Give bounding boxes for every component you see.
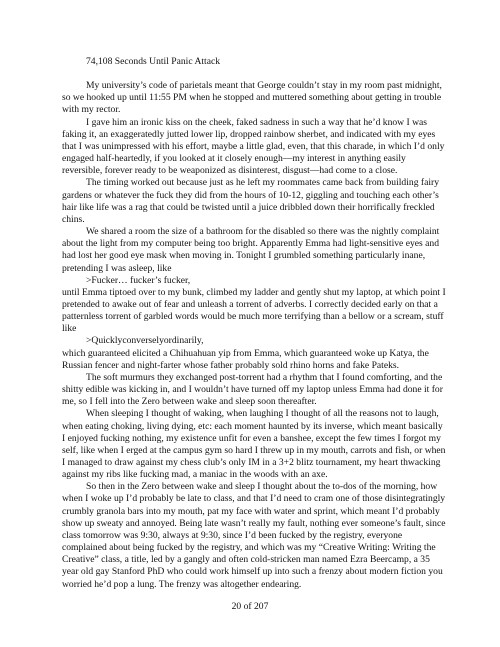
paragraph: until Emma tiptoed over to my bunk, climbed my ladder and gently shut my laptop, at which point I pretended to awake out of fear and unleash a torrent of adverbs. I correctly decided early on that a patternless torrent of garbled words would be much more terrifying than a bellow or a scream, stuff like: [62, 286, 446, 335]
document-body: [62, 56, 446, 591]
paragraph: The timing worked out because just as he left my roommates came back from building fairy gardens or whatever the fuck they did from the hours of 10-12, giggling and touching each other’s hair like life was a rag that could be twisted until a juice dribbled down their horrifically freckled chins.: [62, 177, 440, 225]
paragraph: We shared a room the size of a bathroom for the disabled so there was the nightly complaint about the light from my computer being too bright. Apparently Emma had light-sensitive eyes and had lost her good eye mask when moving in. Tonight I grumbled something particularly inane, pretending I was asleep, like: [62, 226, 440, 274]
page-number: 20 of 207: [231, 601, 269, 612]
paragraph: >Quicklyconverselyordinarily,: [86, 335, 204, 347]
chapter-title: 74,108 Seconds Until Panic Attack: [86, 56, 221, 67]
paragraph: So then in the Zero between wake and sleep I thought about the to-dos of the morning, how when I woke up I’d probably be late to class, and that I’d need to cram one of those disintegratingly crumbly granola bars into my mouth, pat my face with water and sprint, which meant I’d probably show up sweaty and annoyed. Being late wasn’t really my fault, nothing ever someone’s fault, since class tomorrow was 9:30, always at 9:30, since I’d been fucked by the registry, everyone complained about being fucked by the registry, and which was my “Creative Writing: Writing the Creative” class, a title, led by a gangly and often cold-stricken man named Ezra Beercamp, a 35 year old gay Stanford PhD who could work himself up into such a frenzy about modern fiction you worried he’d pop a lung. The frenzy was altogether endearing.: [62, 481, 446, 590]
paragraph: >Fucker… fucker’s fucker,: [86, 274, 191, 286]
paragraph: When sleeping I thought of waking, when laughing I thought of all the reasons not to laugh, when eating choking, living dying, etc: each moment haunted by its inverse, which meant basically I enjoyed fucking nothing, my existence unfit for even a banshee, except the few times I forgot my self, like when I erged at the campus gym so hard I threw up in my mouth, carrots and fish, or when I managed to draw against my chess club’s only IM in a 3+2 blitz tournament, my heart thwacking against my ribs like fucking mad, a maniac in the woods with an axe.: [62, 408, 446, 481]
paragraph: My university’s code of parietals meant that George couldn’t stay in my room past midnight, so we hooked up until 11:55 PM when he stopped and muttered something about getting in trouble with my rector.: [62, 80, 442, 116]
paragraph: I gave him an ironic kiss on the cheek, faked sadness in such a way that he’d know I was faking it, an exaggeratedly jutted lower lip, dropped rainbow sherbet, and indicated with my eyes that I was unimpressed with his effort, maybe a little glad, even, that this charade, in which I’d only engaged half-heartedly, if you looked at it closely enough—my interest in anything easily reversible, forever ready to be weaponized as disinterest, disgust—had come to a close.: [62, 116, 445, 177]
paragraph: The soft murmurs they exchanged post-torrent had a rhythm that I found comforting, and the shitty edible was kicking in, and I wouldn’t have turned off my laptop unless Emma had done it for me, so I fell into the Zero between wake and sleep soon thereafter.: [62, 371, 443, 408]
paragraph: which guaranteed elicited a Chihuahuan yip from Emma, which guaranteed woke up Katya, the Russian fencer and night-farter whose father probably sold rhino horns and fake Pateks.: [62, 347, 429, 371]
